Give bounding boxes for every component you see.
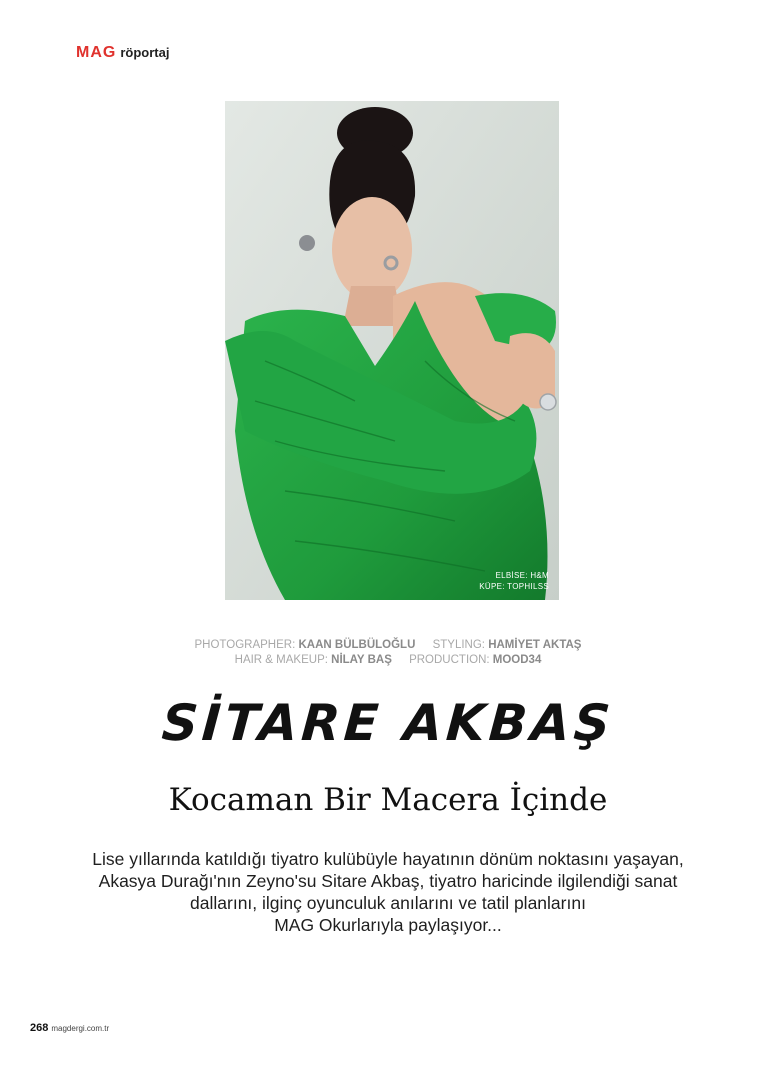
page-footer xyxy=(30,1022,109,1034)
credits-line-1 xyxy=(0,638,776,653)
article-intro xyxy=(70,848,706,936)
intro-line: MAG Okurlarıyla paylaşıyor... xyxy=(274,915,502,935)
brand-logo: MAG xyxy=(76,44,117,61)
section-label: röportaj xyxy=(120,45,170,60)
portrait-photo xyxy=(225,101,559,600)
photo-credit-earring: KÜPE: TOPHILSS xyxy=(479,582,549,591)
hair-makeup-label: HAIR & MAKEUP: xyxy=(234,654,328,666)
header xyxy=(76,44,169,62)
hair-makeup-name: NİLAY BAŞ xyxy=(331,654,392,666)
production-name: MOOD34 xyxy=(492,654,542,666)
photo-credit xyxy=(479,570,549,592)
styling-name: HAMİYET AKTAŞ xyxy=(488,639,582,651)
photo-credit-dress: ELBİSE: H&M xyxy=(495,571,549,580)
article-title: SİTARE AKBAŞ xyxy=(160,694,616,752)
article-subtitle: Kocaman Bir Macera İçinde xyxy=(168,782,608,818)
intro-line: dallarını, ilginç oyunculuk anılarını ve tatil planlarını xyxy=(190,893,586,913)
photo-credits xyxy=(0,638,776,668)
photographer-name: KAAN BÜLBÜLOĞLU xyxy=(298,639,416,651)
photographer-label: PHOTOGRAPHER: xyxy=(194,639,296,651)
credits-line-2 xyxy=(0,653,776,668)
page-number: 268 xyxy=(30,1022,49,1034)
production-label: PRODUCTION: xyxy=(409,654,490,666)
site-url: magdergi.com.tr xyxy=(51,1024,110,1033)
intro-line: Akasya Durağı'nın Zeyno'su Sitare Akbaş, tiyatro haricinde ilgilendiği sanat xyxy=(98,871,678,891)
intro-line: Lise yıllarında katıldığı tiyatro kulübüyle hayatının dönüm noktasını yaşayan, xyxy=(92,849,684,869)
styling-label: STYLING: xyxy=(432,639,485,651)
portrait-illustration xyxy=(225,101,559,600)
